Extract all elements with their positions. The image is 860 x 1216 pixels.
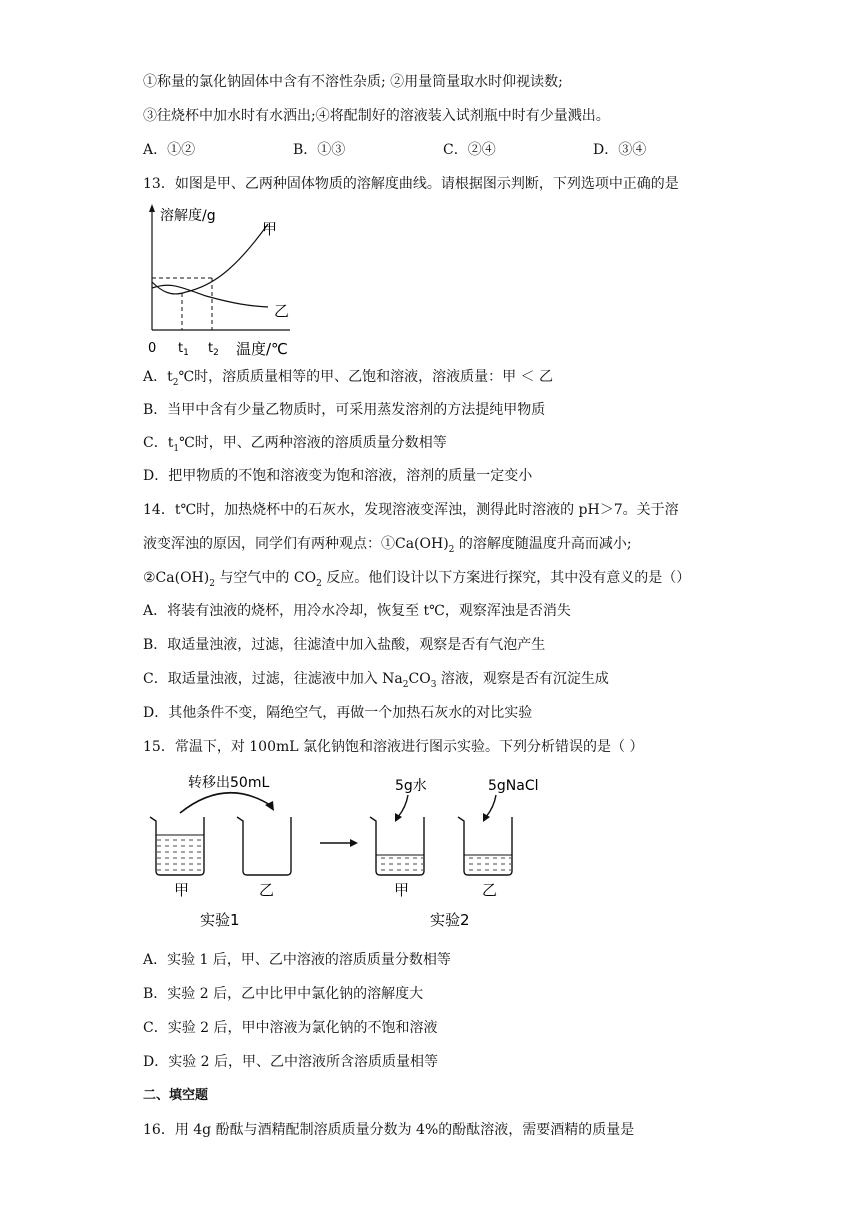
q12-options <box>143 140 703 160</box>
q12-option-a: A．①② <box>143 142 196 158</box>
exp2-yi-label: 乙 <box>482 881 498 899</box>
y-axis-arrow <box>149 204 155 212</box>
q13-option-c: C．$t_1℃$时，甲、乙两种溶液的溶质质量分数相等 <box>143 435 447 454</box>
q12-statement-1: ①称量的氯化钠固体中含有不溶性杂质; ②用量筒量取水时仰视读数; <box>143 74 563 90</box>
x-axis-label: 温度/℃ <box>236 340 288 358</box>
nacl-add-arrow <box>486 795 496 817</box>
origin-label: 0 <box>148 341 157 356</box>
process-arrowhead <box>350 839 358 847</box>
experiment-2-label: 实验2 <box>430 911 470 929</box>
q15-option-a: A．实验 1 后，甲、乙中溶液的溶质质量分数相等 <box>143 952 451 968</box>
q15-stem: 15．常温下，对 100mL 氯化钠饱和溶液进行图示实验。下列分析错误的是（ ） <box>143 739 644 755</box>
q12-option-b: B．①③ <box>293 142 346 158</box>
exp1-beaker-yi <box>237 817 291 875</box>
y-axis-label: 溶解度/g <box>160 208 216 224</box>
exp1-jia-solution <box>157 835 203 873</box>
exp2-yi-solution <box>465 855 511 873</box>
experiment-1-label: 实验1 <box>200 911 240 929</box>
q12-option-d: D．③④ <box>593 142 647 158</box>
exp1-jia-label: 甲 <box>174 881 190 899</box>
curve-yi <box>152 285 268 307</box>
q14-stem-line-2: 液变浑浊的原因，同学们有两种观点：$①Ca(OH)_2$ 的溶解度随温度升高而减小; <box>143 536 632 555</box>
transfer-label: 转移出50mL <box>188 775 270 791</box>
curve-jia <box>152 224 268 294</box>
transfer-arrow <box>180 793 270 813</box>
q13-option-d: D．把甲物质的不饱和溶液变为饱和溶液，溶剂的质量一定变小 <box>143 468 533 484</box>
q14-option-a: A．将装有浊液的烧杯，用冷水冷却，恢复至 t℃，观察浑浊是否消失 <box>143 603 571 619</box>
q12-option-c: C．②④ <box>443 142 496 158</box>
q14-option-d: D．其他条件不变，隔绝空气，再做一个加热石灰水的对比实验 <box>143 705 533 721</box>
q13-stem: 13．如图是甲、乙两种固体物质的溶解度曲线。请根据图示判断，下列选项中正确的是 <box>143 176 679 192</box>
beaker-experiment-figure <box>140 765 560 940</box>
exp1-beaker-jia <box>150 817 204 875</box>
t1-tick-label: $t_1$ <box>178 341 189 358</box>
q12-statement-2: ③往烧杯中加水时有水洒出;④将配制好的溶液装入试剂瓶中时有少量溅出。 <box>143 108 610 124</box>
water-add-arrowhead <box>395 813 402 822</box>
exp2-beaker-yi <box>458 817 512 875</box>
exp2-jia-label: 甲 <box>394 881 410 899</box>
q14-option-c: C．取适量浊液，过滤，往滤液中加入 $Na_2CO_3$ 溶液，观察是否有沉淀生成 <box>143 671 609 690</box>
curve-yi-label: 乙 <box>274 302 290 320</box>
exp2-beaker-jia <box>370 817 424 875</box>
nacl-add-arrowhead <box>483 813 490 822</box>
q15-option-d: D．实验 2 后，甲、乙中溶液所含溶质质量相等 <box>143 1054 439 1070</box>
q13-option-a: A．$t_2℃$时，溶质质量相等的甲、乙饱和溶液，溶液质量：甲 ＜ 乙 <box>143 369 554 388</box>
q14-stem-line-3: $②Ca(OH)_2$ 与空气中的 $CO_2$ 反应。他们设计以下方案进行探究，其中没有意义的是（） <box>143 570 691 589</box>
q14-option-b: B．取适量浊液，过滤，往滤渣中加入盐酸，观察是否有气泡产生 <box>143 637 546 653</box>
water-add-arrow <box>398 795 408 817</box>
q15-option-c: C．实验 2 后，甲中溶液为氯化钠的不饱和溶液 <box>143 1020 438 1036</box>
section-heading: 二、填空题 <box>143 1088 209 1103</box>
solubility-curve-figure <box>140 200 300 360</box>
curve-jia-label: 甲 <box>262 220 278 238</box>
q14-stem-line-1: 14．t℃时，加热烧杯中的石灰水，发现溶液变浑浊，测得此时溶液的 pH＞7。关于溶 <box>143 502 679 518</box>
q15-option-b: B．实验 2 后，乙中比甲中氯化钠的溶解度大 <box>143 986 424 1002</box>
q16-stem: 16．用 4g 酚酞与酒精配制溶质质量分数为 4%的酚酞溶液，需要酒精的质量是 <box>143 1122 635 1138</box>
water-add-label: 5g水 <box>395 778 427 794</box>
nacl-add-label: 5gNaCl <box>488 778 539 794</box>
exp1-yi-label: 乙 <box>259 881 275 899</box>
q13-option-b: B．当甲中含有少量乙物质时，可采用蒸发溶剂的方法提纯甲物质 <box>143 402 546 418</box>
exp2-jia-solution <box>377 855 423 873</box>
t2-tick-label: $t_2$ <box>208 341 219 358</box>
